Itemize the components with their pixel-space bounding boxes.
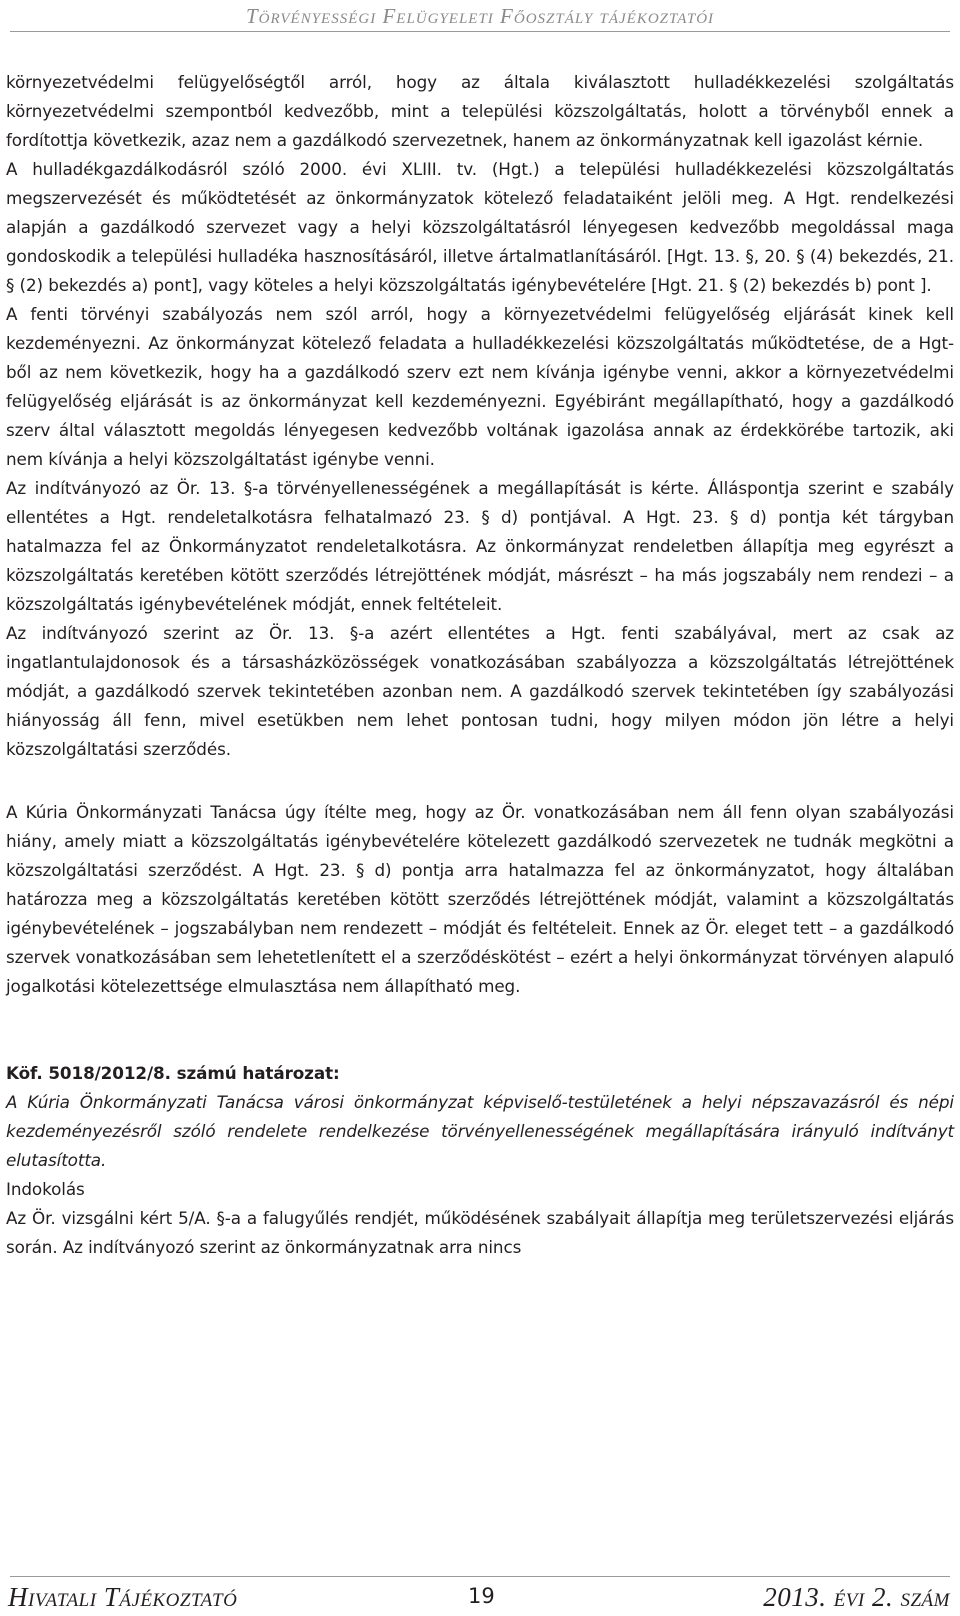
spacer — [6, 1001, 954, 1059]
footer-divider — [10, 1576, 950, 1577]
header-title: Törvényességi Felügyeleti Főosztály tájékoztatói — [245, 4, 715, 28]
decision-heading: Köf. 5018/2012/8. számú határozat: — [6, 1063, 340, 1083]
reasoning-label: Indokolás — [6, 1179, 85, 1199]
paragraph-7: Az Ör. vizsgálni kért 5/A. §-a a falugyűlés rendjét, működésének szabályait állapítja meg területszervezési eljárás során. Az indítványozó szerint az önkormányzatnak arra nincs — [6, 1208, 954, 1257]
paragraph-6: A Kúria Önkormányzati Tanácsa úgy ítélte meg, hogy az Ör. vonatkozásában nem áll fenn olyan szabályozási hiány, amely miatt a közszolgáltatás igénybevételére kötelezett gazdálkodó szervezetek ne tudnák megkötni a közszolgáltatási szerződést. A Hgt. 23. § d) pontja arra hatalmazza fel az önkormányzatot, hogy általában határozza meg a közszolgáltatás keretében kötött szerződés létrejöttének módját, valamint a közszolgáltatás igénybevételének – jogszabályban nem rendezett – módját és feltételeit. Ennek az Ör. eleget tett – a gazdálkodó szervek vonatkozásában sem lehetetlenített el a szerződéskötést – ezért a helyi önkormányzat törvényen alapuló jogalkotási kötelezettsége elmulasztása nem állapítható meg. — [6, 802, 954, 996]
header-divider — [10, 31, 950, 32]
paragraph-3: A fenti törvényi szabályozás nem szól arról, hogy a környezetvédelmi felügyelőség eljárását kinek kell kezdeményezni. Az önkormányzat kötelező feladata a hulladékkezelési közszolgáltatás működtetése, de a Hgt-ből az nem következik, hogy ha a gazdálkodó szerv ezt nem kívánja igénybe venni, akkor a környezetvédelmi felügyelőség eljárását is az önkormányzat kell kezdeményezni. Egyébiránt megállapítható, hogy a gazdálkodó szerv által választott megoldás lényegesen kedvezőbb voltának igazolása annak az érdekkörébe tartozik, aki nem kívánja a helyi közszolgáltatást igénybe venni. — [6, 304, 954, 469]
paragraph-1: környezetvédelmi felügyelőségtől arról, hogy az általa kiválasztott hulladékkezelési szolgáltatás környezetvédelmi szempontból kedvezőbb, mint a települési közszolgáltatás, holott a törvényből ennek a fordítottja következik, azaz nem a gazdálkodó szervezetnek, hanem az önkormányzatnak kell igazolást kérnie. — [6, 72, 954, 150]
paragraph-5: Az indítványozó szerint az Ör. 13. §-a azért ellentétes a Hgt. fenti szabályával, mert az csak az ingatlantulajdonosok és a társasházközösségek vonatkozásában szabályozza a közszolgáltatás létrejöttének módját, a gazdálkodó szervek tekintetében azonban nem. A gazdálkodó szervek tekintetében így szabályozási hiányosság áll fenn, mivel esetükben nem lehet pontosan tudni, hogy milyen módon jön létre a helyi közszolgáltatási szerződés. — [6, 623, 954, 759]
spacer — [6, 764, 954, 798]
issue-number: 2013. évi 2. szám — [763, 1582, 950, 1612]
page-header — [0, 0, 960, 42]
decision-summary: A Kúria Önkormányzati Tanácsa városi önkormányzat képviselő-testületének a helyi népszavazásról és népi kezdeményezésről szóló rendelete rendelkezése törvényellenességének megállapítására irányuló indítványt elutasította. — [6, 1092, 954, 1170]
document-body — [6, 68, 954, 1262]
page-number: 19 — [468, 1584, 495, 1608]
paragraph-2: A hulladékgazdálkodásról szóló 2000. évi XLIII. tv. (Hgt.) a települési hulladékkezelési közszolgáltatás megszervezését és működtetését az önkormányzatok kötelező feladataiként jelöli meg. A Hgt. rendelkezési alapján a gazdálkodó szervezet vagy a helyi közszolgáltatásról lényegesen kedvezőbb megoldással maga gondoskodik a települési hulladéka hasznosításáról, illetve ártalmatlanításáról. [Hgt. 13. §, 20. § (4) bekezdés, 21. § (2) bekezdés a) pont], vagy köteles a helyi közszolgáltatás igénybevételére [Hgt. 21. § (2) bekezdés b) pont ]. — [6, 159, 954, 295]
publication-title: Hivatali Tájékoztató — [8, 1582, 238, 1612]
page-footer — [0, 1576, 960, 1616]
paragraph-4: Az indítványozó az Ör. 13. §-a törvényellenességének a megállapítását is kérte. Álláspontja szerint e szabály ellentétes a Hgt. rendeletalkotásra felhatalmazó 23. § d) pontjával. A Hgt. 23. § d) pontja két tárgyban hatalmazza fel az Önkormányzatot rendeletalkotásra. Az önkormányzat rendeletben állapítja meg egyrészt a közszolgáltatás keretében kötött szerződés létrejöttének módját, másrészt – ha más jogszabály nem rendezi – a közszolgáltatás igénybevételének módját, ennek feltételeit. — [6, 478, 954, 614]
